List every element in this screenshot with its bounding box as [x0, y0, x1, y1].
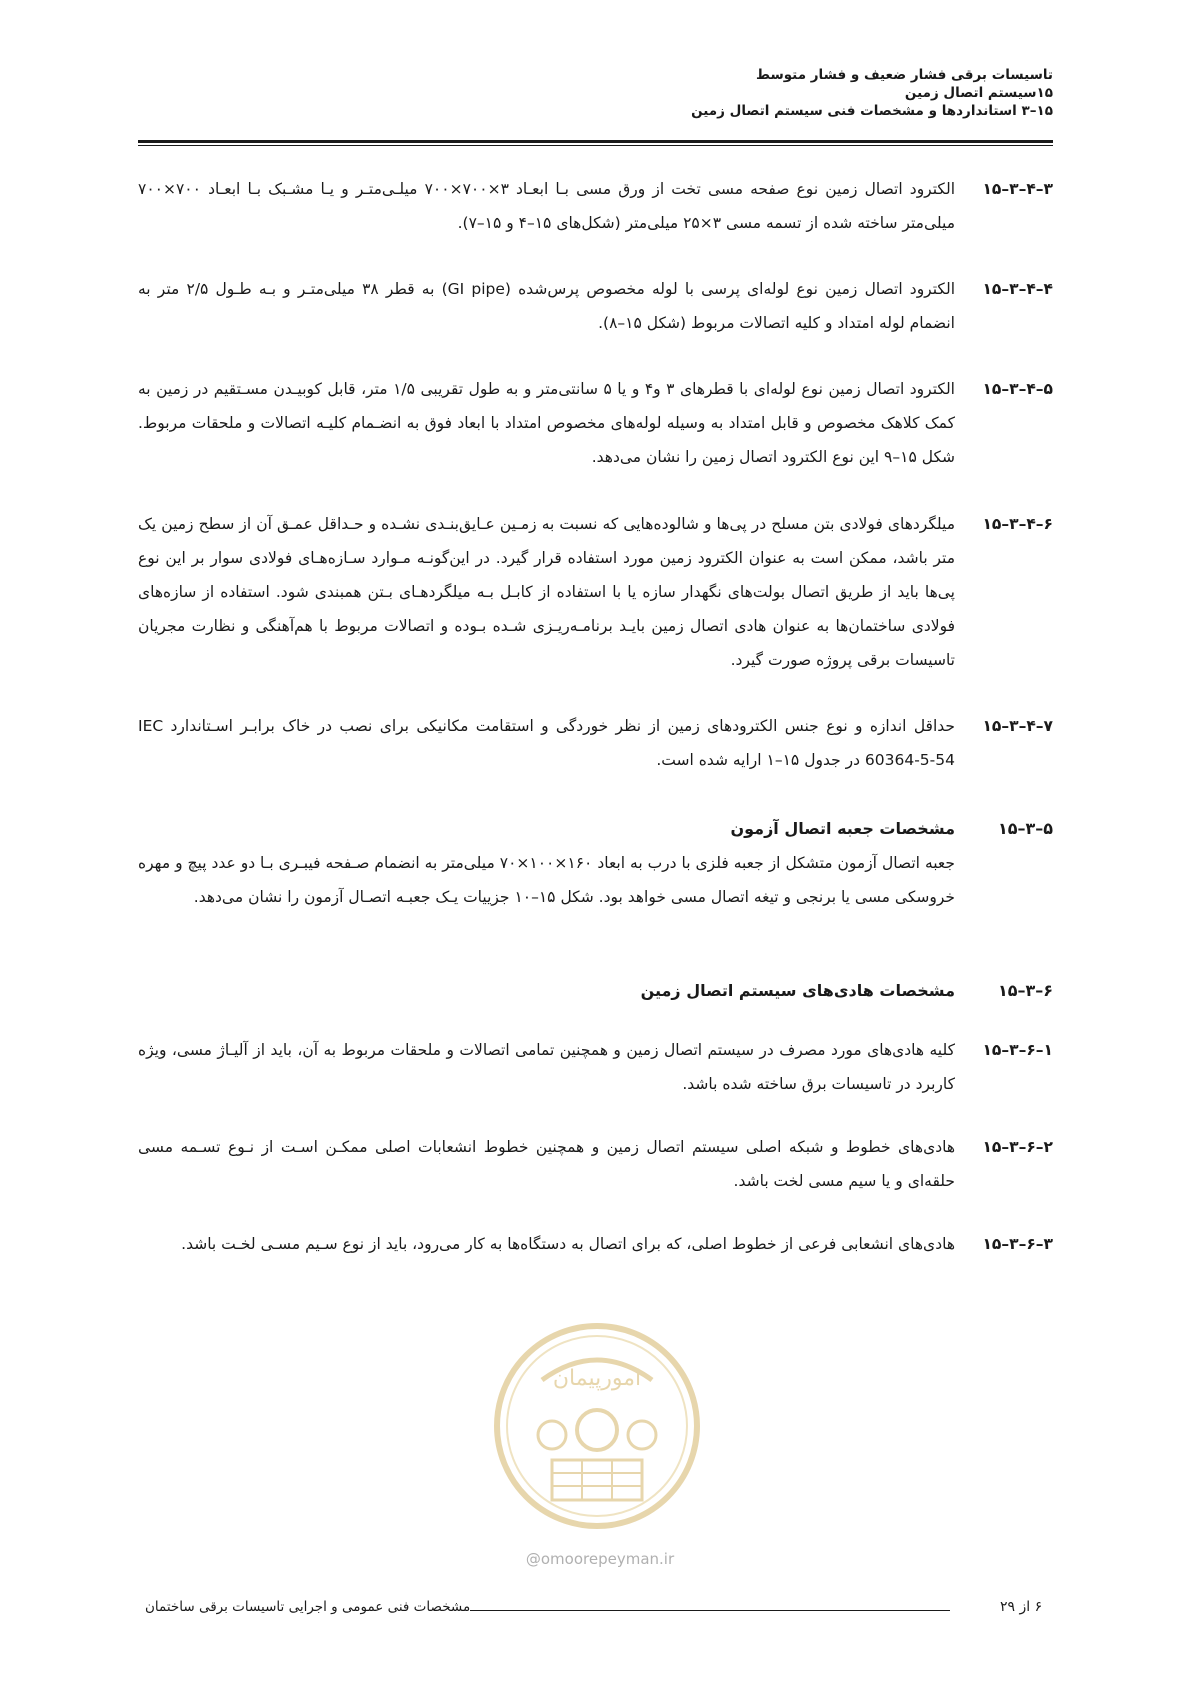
page-number: ۶ از ۲۹ — [1000, 1599, 1043, 1615]
clause-number: ۱۵–۳–۴–۶ — [982, 515, 1053, 533]
heading-number: ۱۵–۳–۵ — [997, 819, 1053, 838]
heading-title: مشخصات جعبه اتصال آزمون — [730, 819, 955, 838]
clause-15-3-4-3 — [138, 172, 1053, 240]
clause-number: ۱۵–۳–۶–۱ — [982, 1041, 1053, 1059]
clause-number: ۱۵–۳–۶–۲ — [982, 1138, 1053, 1156]
header-divider-thin — [138, 145, 1053, 146]
clause-15-3-4-6 — [138, 507, 1053, 677]
clause-text: الکترود اتصال زمین نوع لوله‌ای با قطرهای ۳ و۴ و یا ۵ سانتی‌متر و به طول تقریبی ۱/۵ متر، قابل کوبیـدن مسـتقیم در زمین به کمک کلاهک مخصوص و قابل امتداد به وسیله لوله‌های مخصوص امتداد با ابعاد فوق به انضـمام کلیـه اتصالات و ملحقات مربوط. شکل ۱۵–۹ این نوع الکترود اتصال زمین را نشان می‌دهد. — [138, 380, 955, 466]
clause-15-3-4-5 — [138, 372, 1053, 474]
watermark-url: @omoorepeyman.ir — [525, 1550, 675, 1568]
clause-number: ۱۵–۳–۴–۴ — [982, 280, 1053, 298]
watermark-logo — [492, 1310, 702, 1542]
clause-15-3-6-3 — [138, 1227, 1053, 1261]
header-book-title: تاسیسات برقی فشار ضعیف و فشار متوسط — [755, 67, 1053, 83]
clause-text: هادی‌های انشعابی فرعی از خطوط اصلی، که برای اتصال به دستگاه‌ها به کار می‌رود، باید از نوع سـیم مسـی لخـت باشد. — [181, 1235, 955, 1253]
clause-text: کلیه هادی‌های مورد مصرف در سیستم اتصال زمین و همچنین تمامی اتصالات و ملحقات مربوط به آن، باید از آلیـاژ مسی، ویژه کاربرد در تاسیسات برق ساخته شده باشد. — [138, 1041, 955, 1093]
clause-text: هادی‌های خطوط و شبکه اصلی سیستم اتصال زمین و همچنین خطوط انشعابات اصلی ممکـن اسـت از نـوع تسـمه مسی حلقه‌ای و یا سیم مسی لخت باشد. — [138, 1138, 955, 1190]
heading-number: ۱۵–۳–۶ — [997, 981, 1053, 1000]
clause-text: الکترود اتصال زمین نوع صفحه مسی تخت از ورق مسی بـا ابعـاد ۳×۷۰۰×۷۰۰ میلـی‌متـر و یـا مشـبک بـا ابعـاد ۷۰۰×۷۰۰ میلی‌متر ساخته شده از تسمه مسی ۳×۲۵ میلی‌متر (شکل‌های ۱۵–۴ و ۱۵–۷). — [138, 180, 956, 232]
paragraph-text: جعبه اتصال آزمون متشکل از جعبه فلزی با درب به ابعاد ۱۶۰×۱۰۰×۷۰ میلی‌متر به انضمام صـفحه فیبـری بـا دو عدد پیچ و مهره خروسکی مسی یا برنجی و تیغه اتصال مسی خواهد بود. شکل ۱۵–۱۰ جزییات یـک جعبـه اتصـال آزمون را نشان می‌دهد. — [138, 854, 955, 906]
clause-15-3-4-4 — [138, 272, 1053, 340]
page-header — [138, 66, 1053, 120]
heading-15-3-6 — [138, 974, 1053, 1008]
header-divider-thick — [138, 140, 1053, 143]
footer-book-title: مشخصات فنی عمومی و اجرایی تاسیسات برقی ساختمان — [145, 1599, 471, 1615]
heading-15-3-5 — [138, 812, 1053, 846]
clause-15-3-4-7 — [138, 709, 1053, 777]
clause-number: ۱۵–۳–۴–۷ — [982, 717, 1053, 735]
clause-number: ۱۵–۳–۴–۳ — [982, 180, 1053, 198]
header-section-title: ۱۵–۳ استانداردها و مشخصات فنی سیستم اتصال زمین — [691, 103, 1053, 119]
heading-title: مشخصات هادی‌های سیستم اتصال زمین — [640, 981, 955, 1000]
clause-text: الکترود اتصال زمین نوع لوله‌ای پرسی با لوله مخصوص پرس‌شده (GI pipe) به قطر ۳۸ میلی‌متـر و بـه طـول ۲/۵ متر به انضمام لوله امتداد و کلیه اتصالات مربوط (شکل ۱۵–۸). — [138, 280, 956, 332]
clause-text: میلگردهای فولادی بتن مسلح در پی‌ها و شالوده‌هایی که نسبت به زمـین عـایق‌بنـدی نشـده و حـداقل عمـق آن از سطح زمین یک متر باشد، ممکن است به عنوان الکترود زمین مورد استفاده قرار گیرد. در این‌گونـه مـوارد سـازه‌هـای فولادی سوار بر این نوع پی‌ها باید از طریق اتصال بولت‌های نگهدار سازه یا با استفاده از کابـل بـه میلگردهـای بـتن همبندی شود. استفاده از سازه‌های فولادی ساختمان‌ها به عنوان هادی اتصال زمین بایـد برنامـه‌ریـزی شـده بـوده و اتصالات مربوط با هم‌آهنگی و نظارت مجریان تاسیسات برقی پروژه صورت گیرد. — [138, 515, 955, 669]
footer-divider — [470, 1610, 950, 1611]
clause-text: حداقل اندازه و نوع جنس الکترودهای زمین از نظر خوردگی و استقامت مکانیکی برای نصب در خاک برابـر اسـتاندارد IEC 60364-5-54 در جدول ۱۵–۱ ارایه شده است. — [138, 717, 955, 769]
header-chapter-title: ۱۵سیستم اتصال زمین — [904, 85, 1053, 101]
clause-number: ۱۵–۳–۶–۳ — [982, 1235, 1053, 1253]
clause-number: ۱۵–۳–۴–۵ — [982, 380, 1053, 398]
paragraph-test-box — [138, 846, 1053, 914]
clause-15-3-6-2 — [138, 1130, 1053, 1198]
watermark-logo-text: امورپیمان — [552, 1366, 642, 1391]
clause-15-3-6-1 — [138, 1033, 1053, 1101]
